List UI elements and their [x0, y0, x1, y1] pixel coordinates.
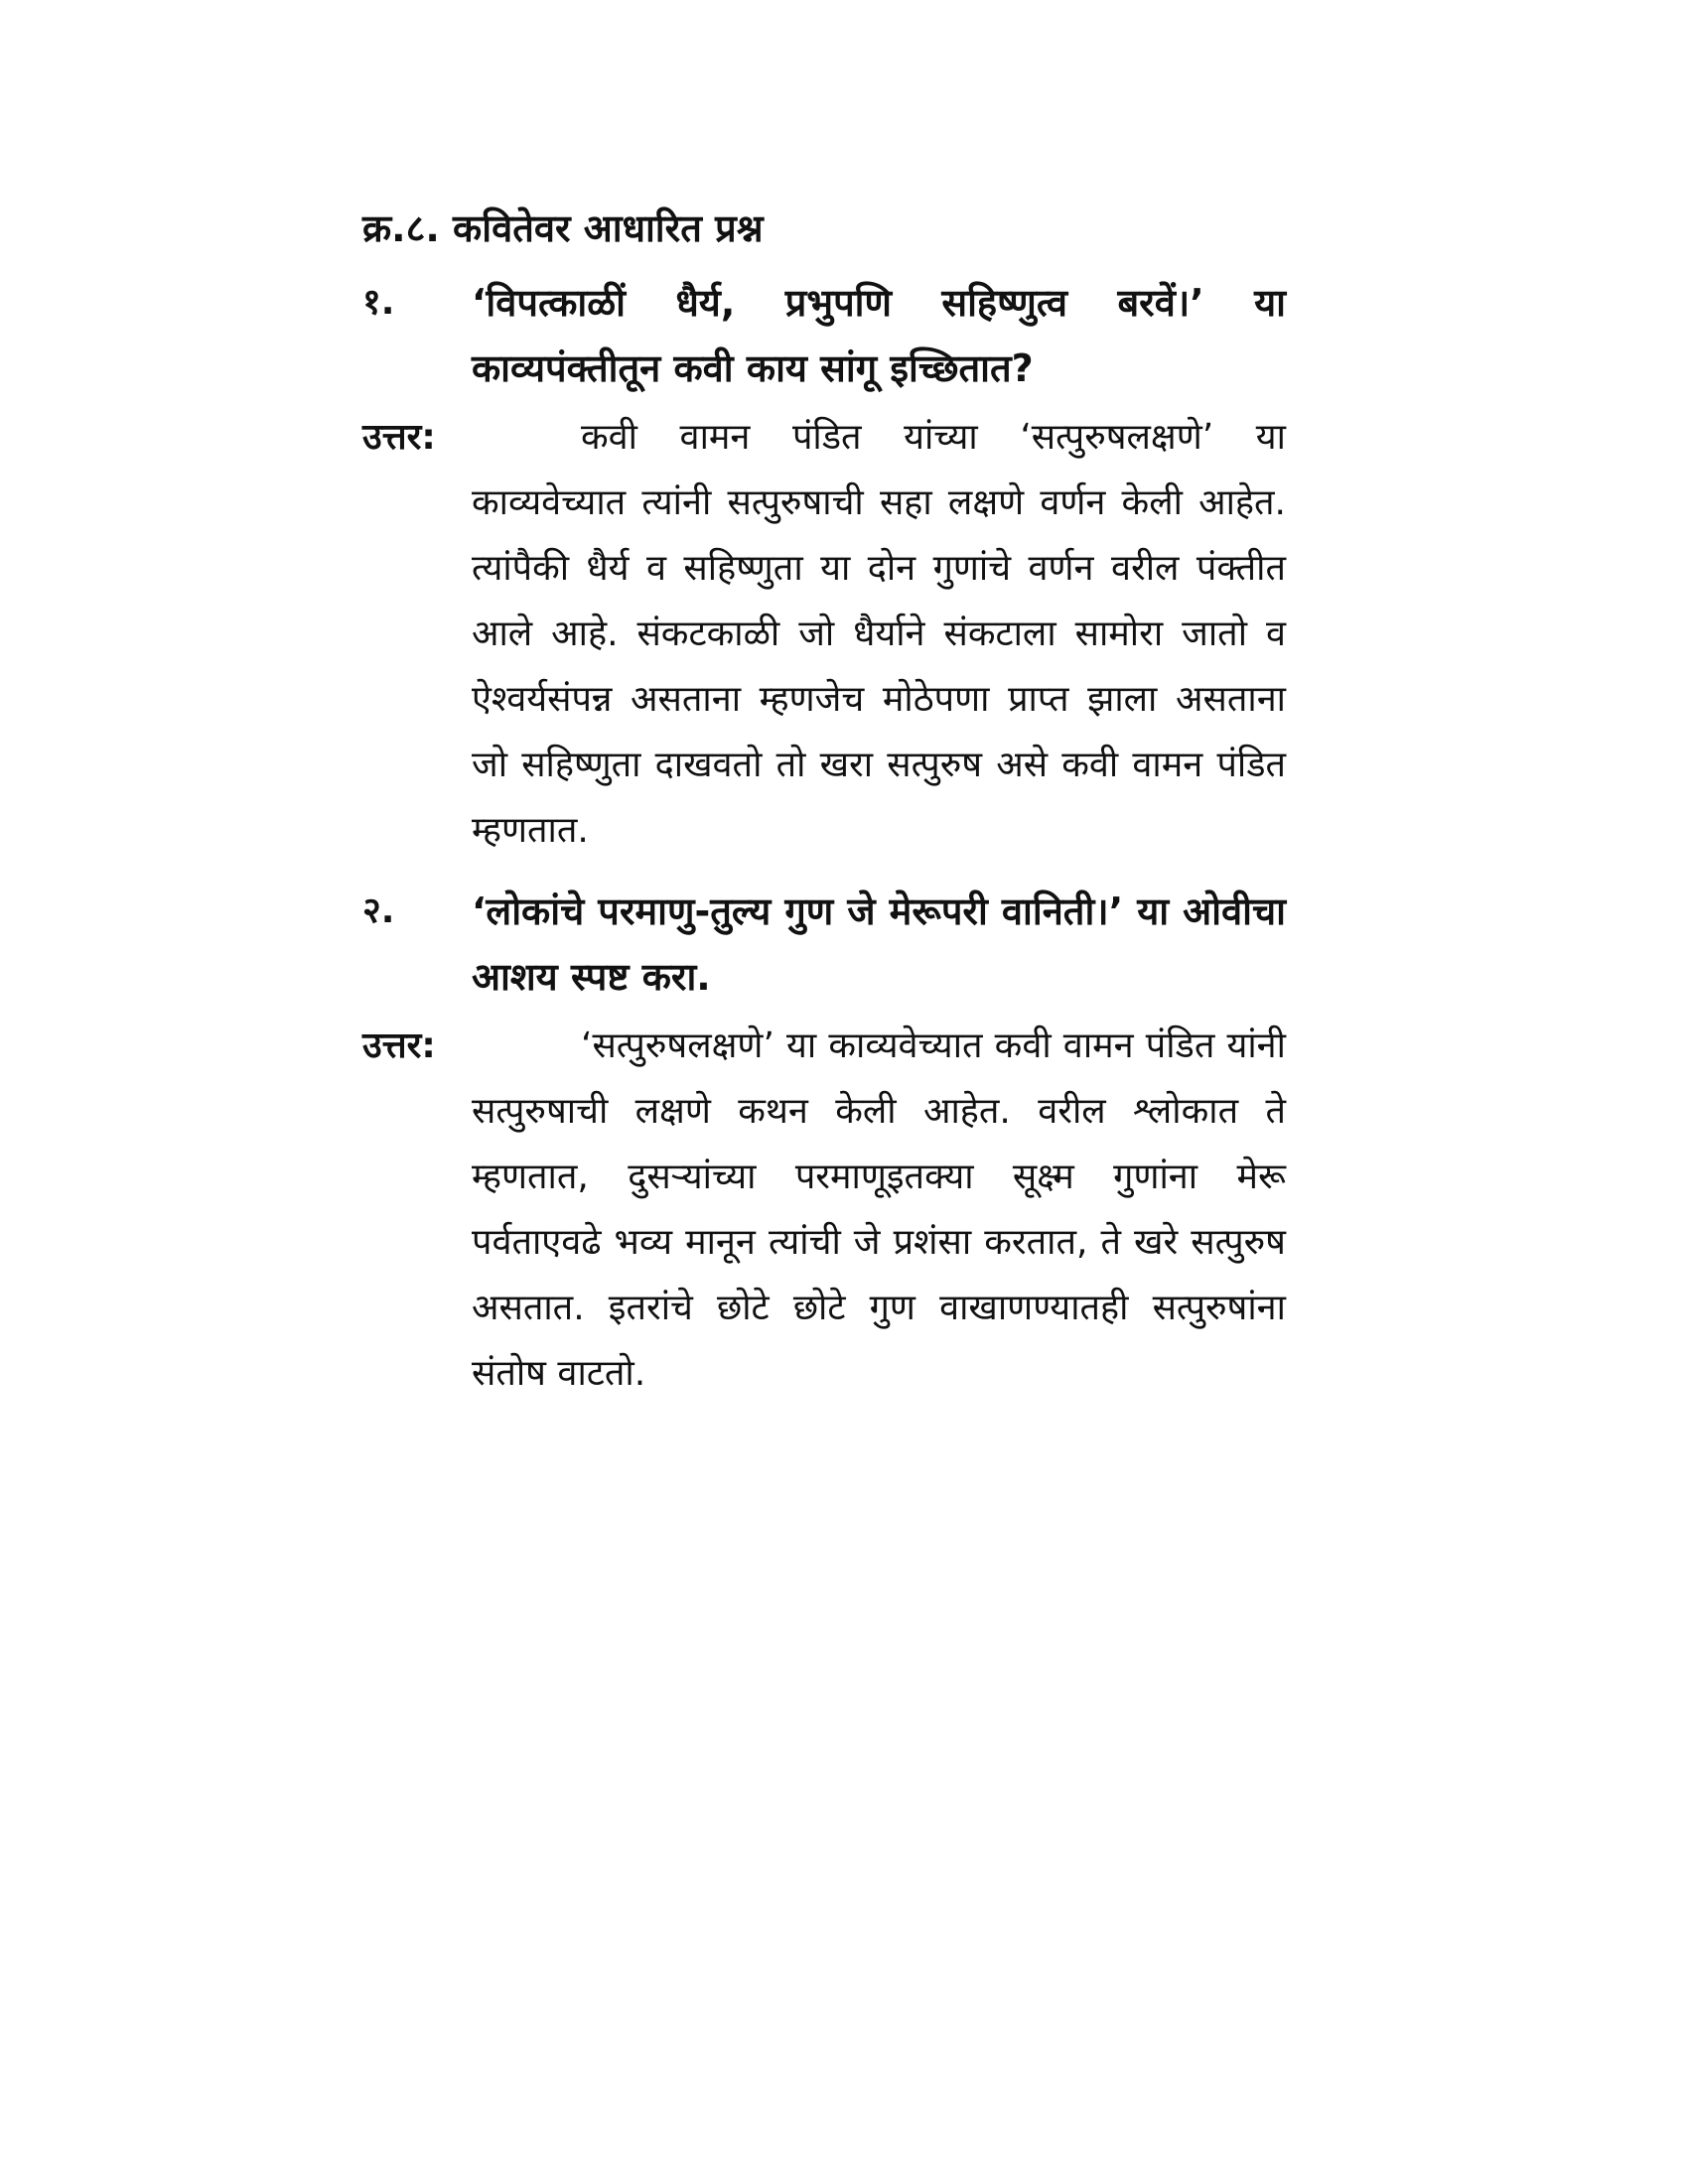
answer-row: [362, 1014, 1286, 1407]
answer-row: [362, 405, 1286, 864]
section-heading: क्र.८. कवितेवर आधारित प्रश्न: [362, 206, 764, 250]
question-row: [362, 879, 1286, 1010]
question-text: ‘लोकांचे परमाणु-तुल्य गुण जे मेरूपरी वानिती।’ या ओवीचा आशय स्पष्ट करा.: [472, 889, 1286, 999]
answer-label: उत्तर:: [362, 1025, 436, 1066]
question-text: ‘विपत्काळीं धैर्य, प्रभुपणि सहिष्णुत्व बरवें।’ या काव्यपंक्तीतून कवी काय सांगू इच्छितात?: [472, 281, 1286, 390]
qa-item-2: [362, 879, 1286, 1407]
qa-item-1: [362, 270, 1286, 864]
question-number: १.: [362, 282, 395, 323]
answer-label: उत्तर:: [362, 417, 436, 458]
answer-text: कवी वामन पंडित यांच्या ‘सत्पुरुषलक्षणे’ या काव्यवेच्यात त्यांनी सत्पुरुषाची सहा लक्षणे वर्णन केली आहेत. त्यांपैकी धैर्य व सहिष्णुता या दोन गुणांचे वर्णन वरील पंक्तीत आले आहे. संकटकाळी जो धैर्याने संकटाला सामोरा जातो व ऐश्वर्यसंपन्न असताना म्हणजेच मोठेपणा प्राप्त झाला असताना जो सहिष्णुता दाखवतो तो खरा सत्पुरुष असे कवी वामन पंडित म्हणतात.: [472, 417, 1286, 851]
answer-text: ‘सत्पुरुषलक्षणे’ या काव्यवेच्यात कवी वामन पंडित यांनी सत्पुरुषाची लक्षणे कथन केली आहेत. वरील श्लोकात ते म्हणतात, दुसऱ्यांच्या परमाणूइतक्या सूक्ष्म गुणांना मेरू पर्वताएवढे भव्य मानून त्यांची जे प्रशंसा करतात, ते खरे सत्पुरुष असतात. इतरांचे छोटे छोटे गुण वाखाणण्यातही सत्पुरुषांना संतोष वाटतो.: [472, 1025, 1286, 1394]
question-number: २.: [362, 890, 395, 931]
question-row: [362, 270, 1286, 401]
